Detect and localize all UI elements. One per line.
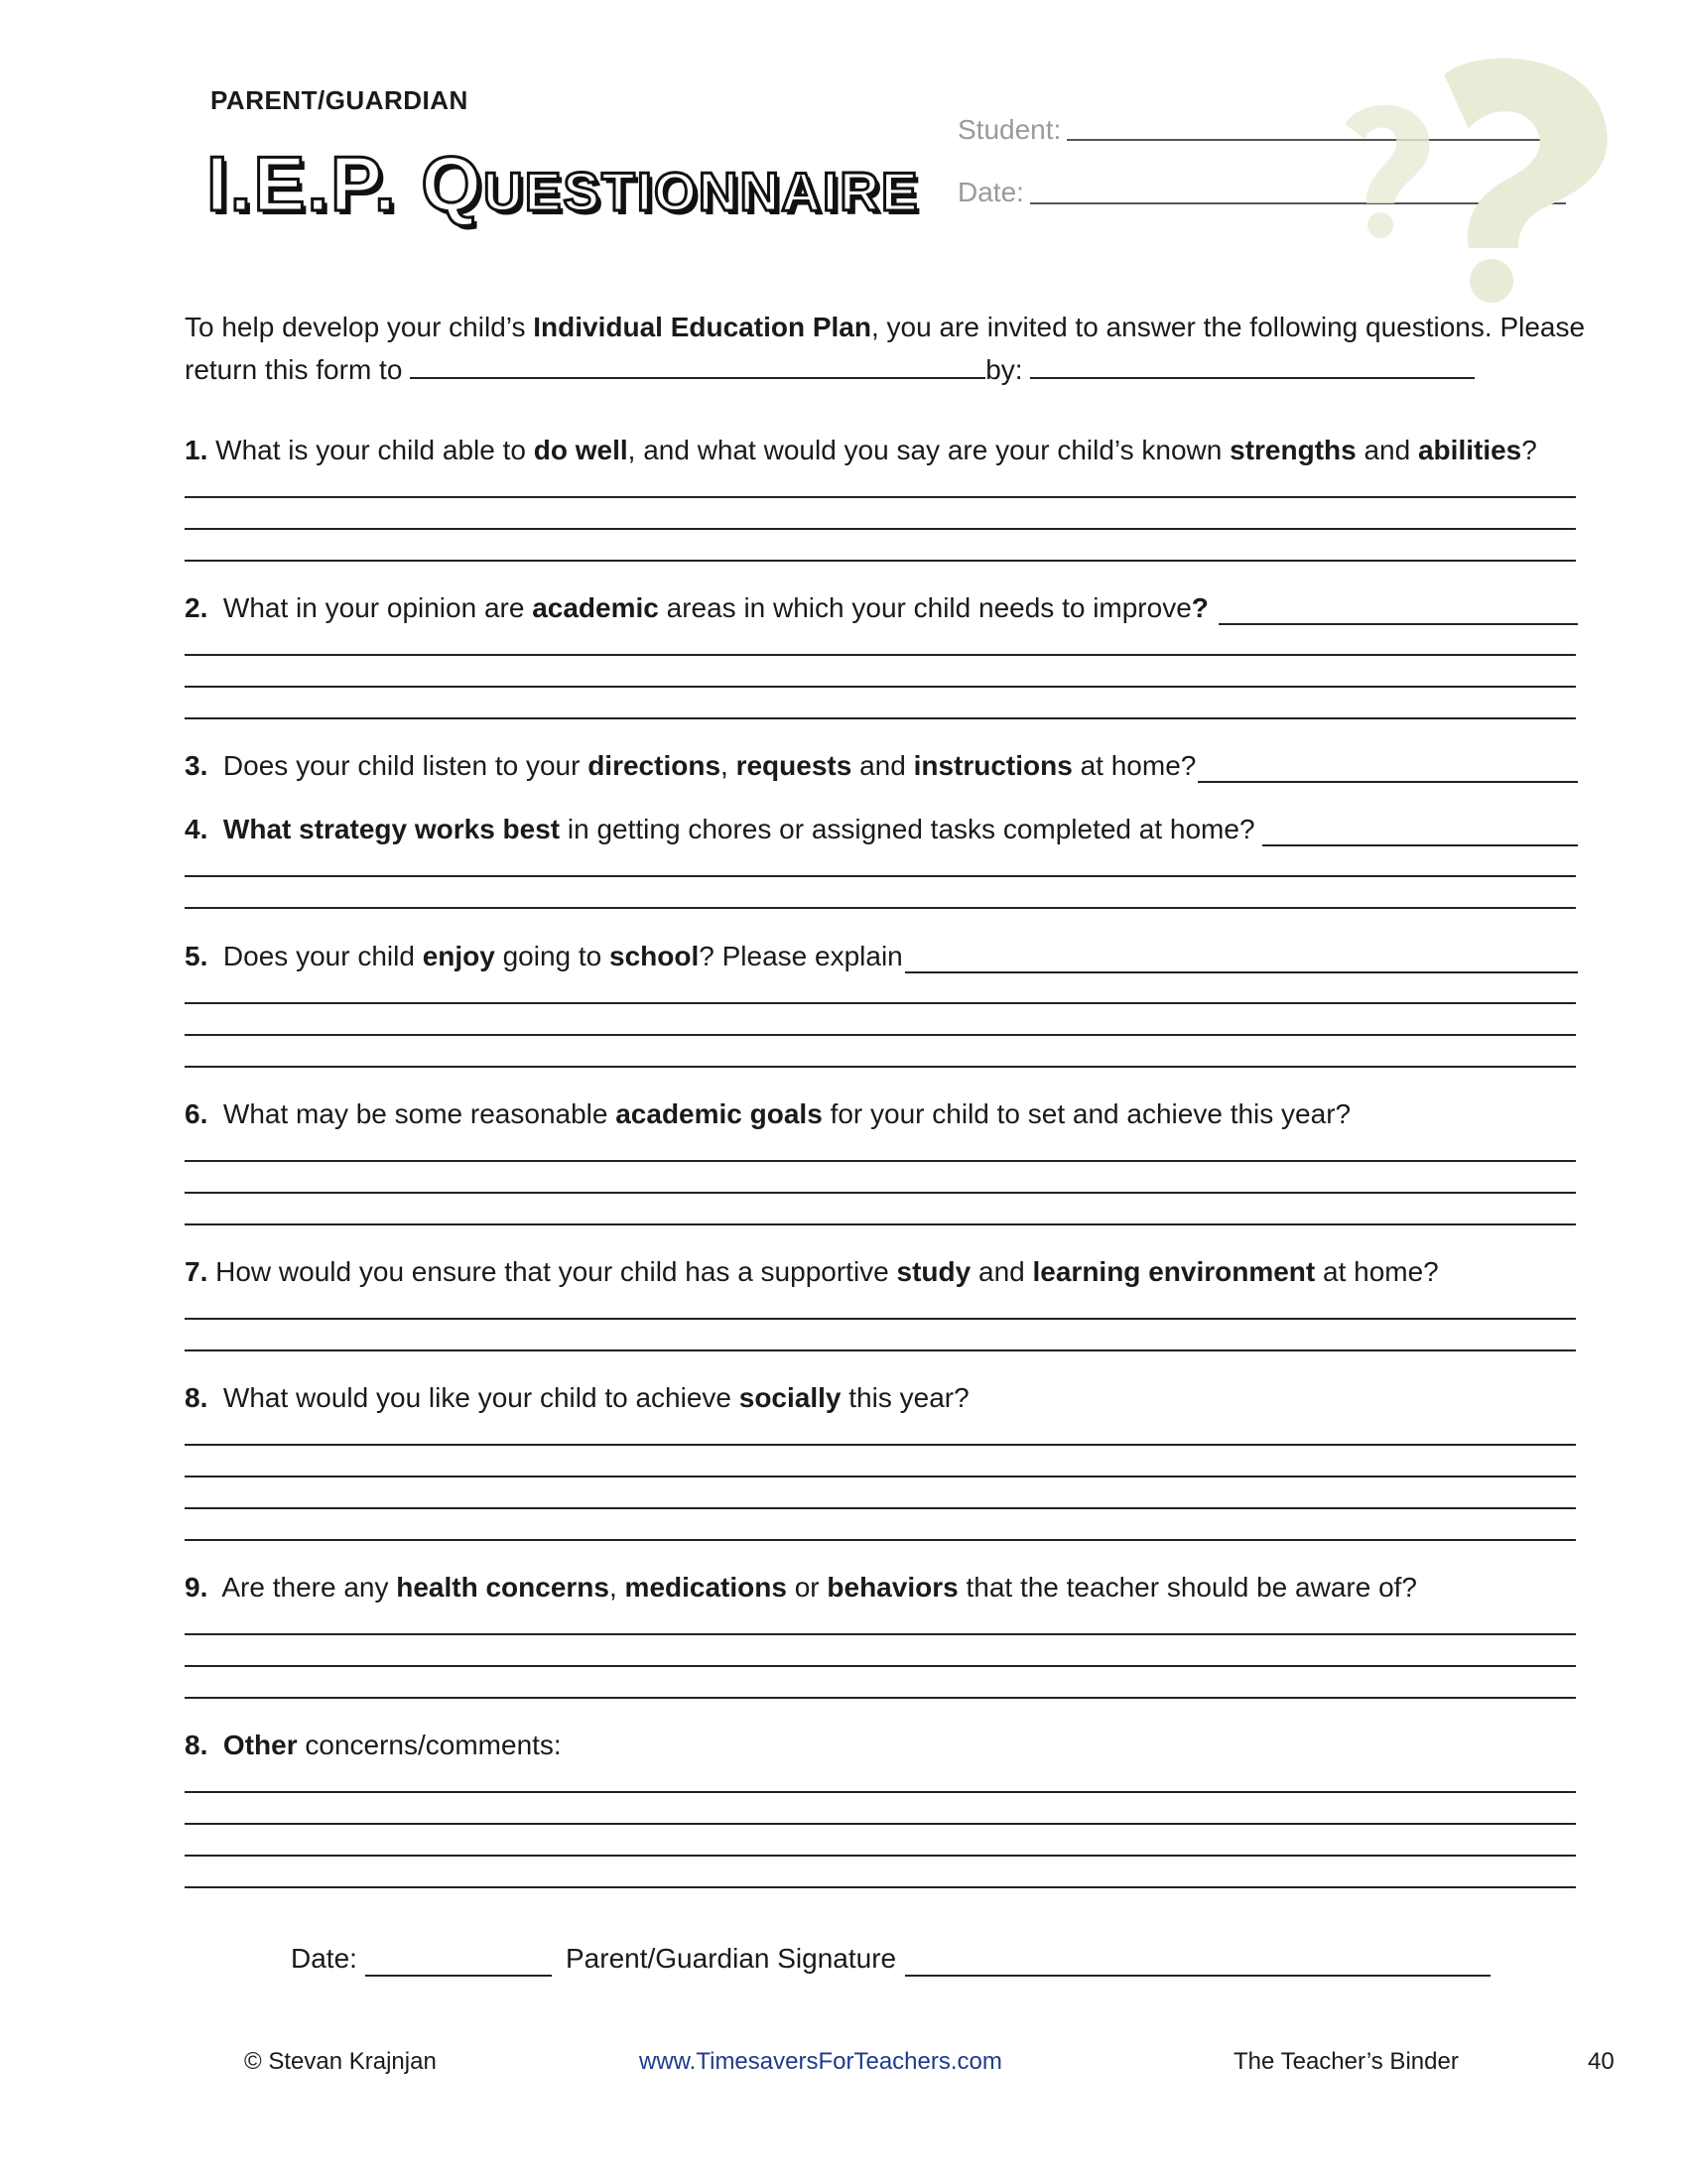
question-5: 5. Does your child enjoy going to school? Please explain <box>185 941 903 971</box>
question-7: 7. How would you ensure that your child has a supportive study and learning environment at home? <box>185 1256 1439 1287</box>
answer-line[interactable] <box>185 1318 1576 1320</box>
page-number: 40 <box>1588 2048 1615 2075</box>
question-8: 8. What would you like your child to achieve socially this year? <box>185 1382 970 1413</box>
answer-line[interactable] <box>185 560 1576 562</box>
answer-line[interactable] <box>185 496 1576 498</box>
question-3: 3. Does your child listen to your directions, requests and instructions at home? <box>185 750 1197 781</box>
footer-website-link[interactable]: www.TimesaversForTeachers.com <box>639 2048 1002 2075</box>
answer-line[interactable] <box>185 1697 1576 1699</box>
answer-line[interactable] <box>1198 781 1578 783</box>
question-2: 2. What in your opinion are academic areas in which your child needs to improve? <box>185 592 1209 623</box>
return-by-field[interactable] <box>1030 347 1475 379</box>
question-9: 9. Are there any health concerns, medications or behaviors that the teacher should be aware of? <box>185 1572 1418 1603</box>
answer-line[interactable] <box>185 907 1576 909</box>
answer-line[interactable] <box>185 1223 1576 1225</box>
answer-line[interactable] <box>185 686 1576 688</box>
answer-line[interactable] <box>185 1066 1576 1068</box>
footer-book-title: The Teacher’s Binder <box>1234 2048 1459 2075</box>
header-kicker: PARENT/GUARDIAN <box>210 85 468 115</box>
answer-line[interactable] <box>1219 623 1578 625</box>
answer-line[interactable] <box>185 1633 1576 1635</box>
student-label: Student: <box>958 114 1062 145</box>
answer-line[interactable] <box>185 1539 1576 1541</box>
answer-line[interactable] <box>185 1444 1576 1446</box>
return-to-field[interactable] <box>410 347 985 379</box>
answer-line[interactable] <box>185 1791 1576 1793</box>
answer-line[interactable] <box>905 971 1578 973</box>
date-label: Date: <box>958 177 1024 207</box>
signature-label: Parent/Guardian Signature <box>566 1943 897 1974</box>
question-6: 6. What may be some reasonable academic goals for your child to set and achieve this year? <box>185 1098 1352 1129</box>
answer-line[interactable] <box>185 1034 1576 1036</box>
answer-line[interactable] <box>185 1665 1576 1667</box>
question-other-comments: 8. Other concerns/comments: <box>185 1730 562 1760</box>
answer-line[interactable] <box>185 1476 1576 1477</box>
answer-line[interactable] <box>185 1349 1576 1351</box>
signature-field[interactable] <box>905 1975 1491 1977</box>
signature-date-field[interactable] <box>365 1975 552 1977</box>
answer-line[interactable] <box>185 654 1576 656</box>
question-mark-icon <box>1285 45 1642 303</box>
answer-line[interactable] <box>185 1002 1576 1004</box>
intro-line-2: return this form to by: <box>185 347 1475 390</box>
answer-line[interactable] <box>185 1507 1576 1509</box>
answer-line[interactable] <box>185 1823 1576 1825</box>
footer-copyright: © Stevan Krajnjan <box>244 2048 437 2075</box>
answer-line[interactable] <box>185 1192 1576 1194</box>
intro-line-1: To help develop your child’s Individual Education Plan, you are invited to answer the following questions. Please <box>185 312 1586 342</box>
question-1: 1. What is your child able to do well, and what would you say are your child’s known strengths and abilities? <box>185 435 1537 465</box>
answer-line[interactable] <box>1262 844 1578 846</box>
answer-line[interactable] <box>185 1160 1576 1162</box>
signature-date-label: Date: <box>291 1943 357 1974</box>
answer-line[interactable] <box>185 875 1576 877</box>
page-title: I.E.P. Questionnaire <box>206 140 920 227</box>
answer-line[interactable] <box>185 528 1576 530</box>
question-4: 4. What strategy works best in getting chores or assigned tasks completed at home? <box>185 814 1255 844</box>
answer-line[interactable] <box>185 717 1576 719</box>
answer-line[interactable] <box>185 1886 1576 1888</box>
answer-line[interactable] <box>185 1855 1576 1857</box>
